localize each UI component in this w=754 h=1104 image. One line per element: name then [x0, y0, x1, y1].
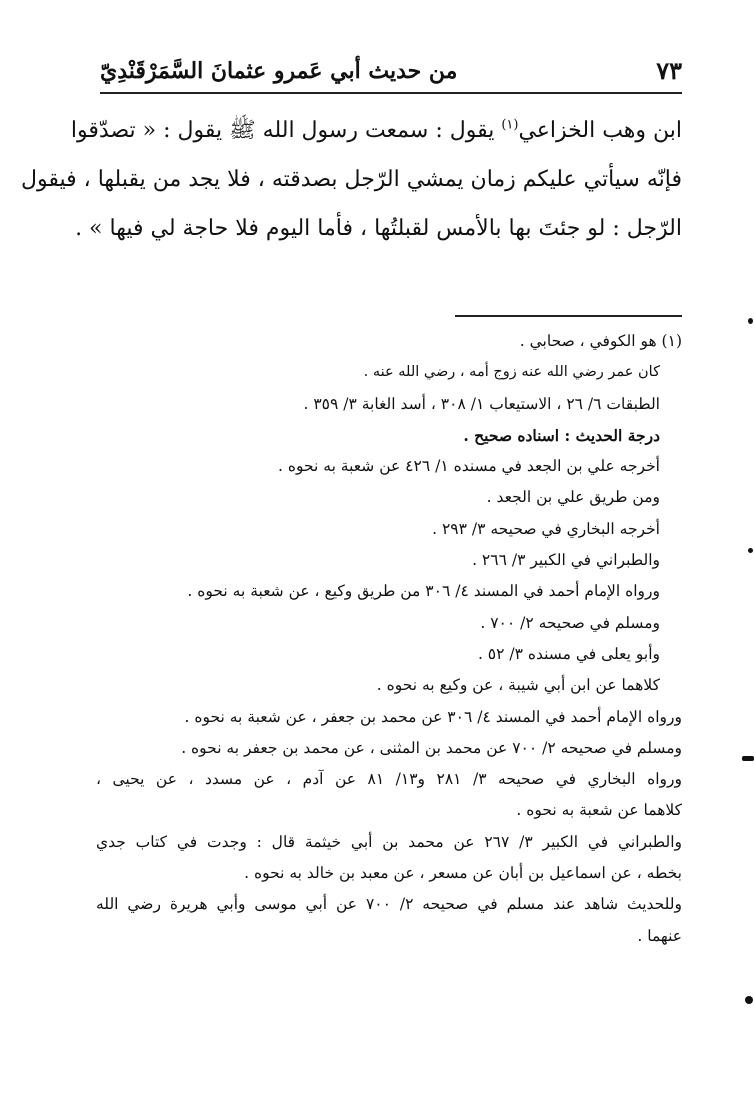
scan-speck: [742, 756, 754, 761]
footnote-line: ومن طريق علي بن الجعد .: [486, 488, 660, 507]
hadith-line: [75, 204, 682, 253]
footnote-line: وللحديث شاهد عند مسلم في صحيحه ٢/ ٧٠٠ عن أبي موسى وأبي هريرة رضي الله: [96, 895, 682, 914]
hadith-text-segment: الرّجل : لو جئتَ بها بالأمس لقبلتُها ، فأما اليوم فلا حاجة لي فيها » .: [75, 216, 682, 241]
footnote-line: الطبقات ٦/ ٢٦ ، الاستيعاب ١/ ٣٠٨ ، أسد الغابة ٣/ ٣٥٩ .: [303, 394, 660, 413]
footnote-line: ومسلم في صحيحه ٢/ ٧٠٠ عن محمد بن المثنى ، عن محمد بن جعفر به نحوه .: [181, 738, 682, 757]
scan-speck: [745, 996, 753, 1004]
footnote-line: أخرجه علي بن الجعد في مسنده ١/ ٤٢٦ عن شعبة به نحوه .: [278, 457, 660, 476]
hadith-text-segment: فإنّه سيأتي عليكم زمان يمشي الرّجل بصدقته ، فلا يجد من يقبلها ، فيقول: [20, 167, 682, 192]
header-rule: [100, 92, 682, 94]
hadith-text-segment: ابن وهب الخزاعي: [518, 118, 682, 143]
footnote-line: أخرجه البخاري في صحيحه ٣/ ٢٩٣ .: [432, 519, 660, 538]
footnote-line: بخطه ، عن اسماعيل بن أبان عن مسعر ، عن معبد بن خالد به نحوه .: [244, 864, 682, 883]
footnote-line: والطبراني في الكبير ٣/ ٢٦٧ عن محمد بن أبي خيثمة قال : وجدت في كتاب جدي: [96, 832, 682, 851]
hadith-text: [20, 106, 682, 253]
page-number: ٧٣: [656, 56, 682, 85]
footnote-line: ورواه الإمام أحمد في المسند ٤/ ٣٠٦ عن محمد بن جعفر ، عن شعبة به نحوه .: [184, 707, 682, 726]
footnote-separator: [455, 315, 682, 317]
footnote-line: كلاهما عن ابن أبي شيبة ، عن وكيع به نحوه .: [376, 676, 660, 695]
running-title: من حديث أبي عَمرو عثمانَ السَّمَرْقَنْدِيّ: [100, 58, 458, 84]
footnote-line: (١) هو الكوفي ، صحابي .: [519, 332, 682, 350]
footnotes: [96, 326, 682, 952]
footnote-line: وأبو يعلى في مسنده ٣/ ٥٢ .: [477, 644, 660, 663]
footnote-line: عنهما .: [637, 926, 682, 945]
footnote-reference: (١): [501, 117, 519, 133]
scan-speck: [748, 318, 753, 324]
footnote-line: ورواه البخاري في صحيحه ٣/ ٢٨١ و١٣/ ٨١ عن آدم ، عن مسدد ، عن يحيى ،: [96, 770, 682, 789]
hadith-line: [70, 106, 682, 155]
footnote-line: ورواه الإمام أحمد في المسند ٤/ ٣٠٦ من طريق وكيع ، عن شعبة به نحوه .: [187, 582, 660, 601]
hadith-line: [20, 155, 682, 204]
page-header: [100, 56, 682, 92]
footnote-line: درجة الحديث : اسناده صحيح .: [463, 425, 660, 445]
hadith-text-segment: يقول : سمعت رسول الله ﷺ يقول : « تصدّقوا: [70, 118, 502, 143]
footnote-line: ومسلم في صحيحه ٢/ ٧٠٠ .: [480, 613, 660, 632]
footnote-line: كان عمر رضي الله عنه زوج أمه ، رضي الله عنه .: [363, 364, 660, 381]
footnote-line: والطبراني في الكبير ٣/ ٢٦٦ .: [472, 551, 660, 570]
footnote-line: كلاهما عن شعبة به نحوه .: [516, 801, 682, 820]
scan-speck: [748, 548, 753, 553]
